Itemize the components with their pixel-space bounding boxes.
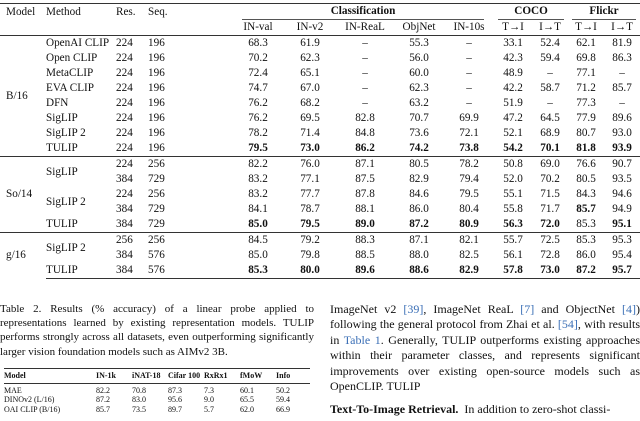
table-row	[0, 217, 640, 233]
value-cell: 73.6	[409, 127, 429, 139]
text: . Generally, TULIP outperforms existing approaches within their parameter classes, and represents significant improvements over existing open-source models such as OpenCLIP. TULIP	[330, 332, 640, 394]
value-cell: 42.2	[503, 82, 523, 94]
value-cell: 82.2	[232, 157, 284, 173]
method-cell: TULIP	[46, 218, 78, 230]
spacer	[184, 81, 232, 96]
value-cell: 56.3	[503, 218, 523, 230]
value-cell: 77.9	[576, 112, 596, 124]
cell: 95.6	[168, 395, 182, 404]
value-cell: 85.7	[612, 82, 632, 94]
table-row	[4, 383, 310, 395]
text: ) following the general protocol from Zhai et al.	[330, 302, 640, 332]
value-cell: 83.2	[248, 173, 268, 185]
column-header: Info	[276, 369, 310, 384]
value-cell: 70.7	[409, 112, 429, 124]
res-cell: 224	[116, 97, 133, 109]
cell: 66.9	[276, 404, 290, 414]
value-cell: 86.0	[409, 203, 429, 215]
table-row	[4, 395, 310, 405]
value-cell: 76.6	[568, 157, 604, 173]
value-cell: 69.8	[576, 52, 596, 64]
seq-cell: 256	[148, 188, 165, 200]
text: and ObjectNet	[534, 302, 622, 316]
value-cell: 72.5	[532, 233, 568, 249]
value-cell: 74.2	[409, 142, 429, 154]
value-cell: 63.2	[409, 97, 429, 109]
table-row	[0, 157, 640, 173]
spacer	[184, 248, 232, 263]
value-cell: 85.3	[568, 233, 604, 249]
res-cell: 224	[116, 82, 133, 94]
text: , with results in	[330, 317, 640, 347]
spacer	[184, 141, 232, 157]
value-cell: 80.4	[459, 203, 479, 215]
cell: 87.2	[96, 395, 110, 404]
res-cell: 224	[116, 112, 133, 124]
body-text	[330, 302, 640, 418]
method-cell: SigLIP	[46, 112, 78, 124]
value-cell: 87.1	[336, 157, 394, 173]
value-cell: 55.3	[409, 37, 429, 49]
value-cell: 87.8	[355, 188, 375, 200]
value-cell: 62.3	[300, 52, 320, 64]
value-cell: 71.4	[300, 127, 320, 139]
value-cell: 33.1	[503, 37, 523, 49]
value-cell: 95.1	[612, 218, 632, 230]
method-cell: TULIP	[46, 142, 78, 154]
value-cell: 77.7	[300, 188, 320, 200]
method-cell: SigLIP	[46, 157, 116, 188]
cell: 50.2	[276, 385, 290, 395]
value-cell: 70.2	[248, 52, 268, 64]
spacer	[184, 187, 232, 202]
value-cell: 61.9	[300, 37, 320, 49]
method-cell: OpenAI CLIP	[46, 37, 110, 49]
header-flickr: Flickr	[572, 4, 636, 20]
value-cell: 80.7	[576, 127, 596, 139]
value-cell: 48.9	[503, 67, 523, 79]
value-cell: 93.9	[612, 142, 632, 154]
value-cell: 77.1	[576, 67, 596, 79]
value-cell: 56.1	[503, 249, 523, 261]
value-cell: 89.0	[355, 218, 375, 230]
res-cell: 384	[116, 218, 133, 230]
value-cell: 84.6	[409, 188, 429, 200]
res-cell: 384	[116, 173, 133, 185]
cell: 85.7	[96, 404, 110, 414]
value-cell: 71.2	[576, 82, 596, 94]
value-cell: 79.4	[459, 173, 479, 185]
value-cell: 88.0	[409, 249, 429, 261]
table-row	[4, 405, 310, 415]
cell: 9.0	[204, 395, 214, 404]
text: , ImageNet ReaL	[423, 302, 521, 316]
spacer	[184, 126, 232, 141]
method-cell: MetaCLIP	[46, 67, 94, 79]
value-cell: 78.2	[444, 157, 494, 173]
cell: DINOv2 (L/16)	[4, 395, 55, 404]
value-cell: 56.0	[409, 52, 429, 64]
value-cell: 89.6	[336, 263, 394, 279]
header-coco: COCO	[498, 4, 564, 20]
value-cell: –	[466, 37, 472, 49]
res-cell: 224	[116, 188, 133, 200]
res-cell: 224	[116, 37, 133, 49]
seq-cell: 196	[148, 52, 165, 64]
cell: 83.0	[132, 395, 146, 404]
value-cell: 94.6	[612, 188, 632, 200]
cell: 89.7	[168, 404, 182, 414]
value-cell: 82.8	[355, 112, 375, 124]
value-cell: 69.9	[459, 112, 479, 124]
value-cell: 88.1	[355, 203, 375, 215]
value-cell: 72.0	[540, 218, 560, 230]
seq-cell: 196	[148, 127, 165, 139]
value-cell: 83.2	[248, 188, 268, 200]
table-row	[0, 66, 640, 81]
seq-cell: 196	[148, 82, 165, 94]
value-cell: –	[466, 52, 472, 64]
value-cell: 74.7	[248, 82, 268, 94]
cell: 59.4	[276, 395, 290, 404]
res-cell: 384	[116, 203, 133, 215]
res-cell: 256	[116, 233, 148, 249]
method-cell: DFN	[46, 97, 69, 109]
value-cell: 84.5	[232, 233, 284, 249]
value-cell: 47.2	[503, 112, 523, 124]
value-cell: 80.5	[576, 173, 596, 185]
value-cell: 88.3	[336, 233, 394, 249]
header-method: Method	[46, 4, 116, 21]
value-cell: 59.4	[540, 52, 560, 64]
column-header: ObjNet	[394, 20, 444, 36]
cell: MAE	[4, 385, 22, 395]
spacer	[184, 233, 232, 249]
res-cell: 224	[116, 127, 133, 139]
value-cell: 57.8	[494, 263, 532, 279]
spacer	[184, 66, 232, 81]
value-cell: 82.9	[444, 263, 494, 279]
column-header: Cifar 100	[168, 369, 204, 384]
table-link[interactable]: Table 1	[343, 332, 381, 347]
method-cell: Open CLIP	[46, 52, 98, 64]
value-cell: 73.0	[532, 263, 568, 279]
table-2-caption: Table 2. Results (% accuracy) of a linear probe applied to representations learned by existing representation models. TULIP performs strongly across all datasets, even outperforming significantly larger vision foundation models such as AIMv2 3B.	[0, 303, 314, 358]
value-cell: 70.2	[540, 173, 560, 185]
seq-cell: 256	[148, 157, 184, 173]
value-cell: 88.5	[355, 249, 375, 261]
seq-cell: 729	[148, 173, 165, 185]
spacer	[184, 157, 232, 173]
table-row	[0, 51, 640, 66]
column-header: RxRx1	[204, 369, 240, 384]
header-classification: Classification	[242, 4, 484, 20]
value-cell: 86.2	[355, 142, 375, 154]
section-heading: Text-To-Image Retrieval.	[330, 402, 459, 417]
method-cell: SigLIP 2	[46, 195, 86, 208]
value-cell: 71.5	[540, 188, 560, 200]
value-cell: 55.8	[503, 203, 523, 215]
value-cell: 85.7	[576, 203, 596, 215]
cell: 87.3	[168, 385, 182, 395]
seq-cell: 729	[148, 218, 165, 230]
value-cell: 79.8	[300, 249, 320, 261]
value-cell: 95.3	[604, 233, 640, 249]
spacer	[184, 217, 232, 233]
model-cell: So/14	[0, 157, 46, 233]
value-cell: –	[466, 82, 472, 94]
value-cell: 71.7	[540, 203, 560, 215]
value-cell: 87.2	[568, 263, 604, 279]
value-cell: 67.0	[300, 82, 320, 94]
spacer	[184, 172, 232, 187]
text: In addition to zero-shot classi-	[464, 402, 611, 417]
method-cell: TULIP	[46, 263, 116, 279]
value-cell: 86.3	[612, 52, 632, 64]
value-cell: 64.5	[540, 112, 560, 124]
results-table-2	[4, 368, 310, 414]
value-cell: 77.3	[576, 97, 596, 109]
value-cell: 51.9	[503, 97, 523, 109]
table-row	[0, 141, 640, 157]
spacer	[184, 51, 232, 66]
value-cell: 90.7	[604, 157, 640, 173]
value-cell: 78.7	[300, 203, 320, 215]
column-header: iNAT-18	[132, 369, 168, 384]
column-header: I→T	[604, 20, 640, 36]
cell: 73.5	[132, 404, 146, 414]
citation-link[interactable]: [39]	[403, 302, 424, 316]
value-cell: 81.8	[576, 142, 596, 154]
res-cell: 224	[116, 52, 133, 64]
value-cell: 76.2	[248, 97, 268, 109]
column-header: fMoW	[240, 369, 276, 384]
table-row	[0, 36, 640, 52]
value-cell: –	[466, 67, 472, 79]
table-2-header	[4, 369, 310, 384]
column-header: T→I	[568, 20, 604, 36]
value-cell: 76.2	[248, 112, 268, 124]
header-res: Res.	[116, 4, 148, 21]
value-cell: 87.5	[355, 173, 375, 185]
value-cell: 73.8	[459, 142, 479, 154]
value-cell: 62.1	[576, 37, 596, 49]
value-cell: 68.3	[248, 37, 268, 49]
results-table-1	[0, 3, 640, 279]
value-cell: 88.6	[394, 263, 444, 279]
table-row	[0, 81, 640, 96]
value-cell: 76.0	[284, 157, 336, 173]
value-cell: 65.1	[300, 67, 320, 79]
value-cell: –	[362, 82, 368, 94]
citation-link[interactable]: [4]	[622, 302, 636, 316]
cell: 82.2	[96, 385, 110, 395]
column-header: IN-val	[232, 20, 284, 36]
value-cell: –	[362, 37, 368, 49]
value-cell: 60.0	[409, 67, 429, 79]
value-cell: 55.7	[494, 233, 532, 249]
seq-cell: 196	[148, 112, 165, 124]
value-cell: –	[362, 67, 368, 79]
table-row	[0, 126, 640, 141]
seq-cell: 196	[148, 37, 165, 49]
spacer	[184, 111, 232, 126]
spacer	[184, 263, 232, 279]
spacer	[184, 202, 232, 217]
value-cell: 86.0	[576, 249, 596, 261]
model-cell: B/16	[6, 89, 28, 102]
value-cell: 94.9	[612, 203, 632, 215]
spacer	[184, 36, 232, 52]
value-cell: 72.8	[540, 249, 560, 261]
spacer	[184, 4, 232, 21]
value-cell: 95.7	[604, 263, 640, 279]
cell: 7.3	[204, 385, 214, 395]
column-header: IN-v2	[284, 20, 336, 36]
method-cell: SigLIP 2	[46, 127, 86, 139]
res-cell: 384	[116, 263, 148, 279]
column-header: T→I	[494, 20, 532, 36]
value-cell: –	[547, 67, 553, 79]
value-cell: 82.1	[444, 233, 494, 249]
table-row	[0, 187, 640, 202]
value-cell: 85.0	[248, 249, 268, 261]
value-cell: 84.3	[576, 188, 596, 200]
res-cell: 384	[116, 249, 133, 261]
value-cell: 84.8	[355, 127, 375, 139]
value-cell: 87.2	[409, 218, 429, 230]
value-cell: 69.0	[532, 157, 568, 173]
value-cell: 95.4	[612, 249, 632, 261]
seq-cell: 576	[148, 249, 165, 261]
table-row	[0, 96, 640, 111]
value-cell: –	[362, 52, 368, 64]
value-cell: 82.5	[459, 249, 479, 261]
value-cell: 68.9	[540, 127, 560, 139]
value-cell: 79.2	[284, 233, 336, 249]
table-row	[0, 111, 640, 126]
value-cell: 80.9	[459, 218, 479, 230]
value-cell: 52.0	[503, 173, 523, 185]
column-header: IN-1k	[96, 369, 132, 384]
cell: 62.0	[240, 404, 254, 414]
value-cell: 85.3	[232, 263, 284, 279]
value-cell: 73.0	[300, 142, 320, 154]
res-cell: 224	[116, 67, 133, 79]
value-cell: 50.8	[494, 157, 532, 173]
value-cell: –	[466, 97, 472, 109]
value-cell: 82.9	[409, 173, 429, 185]
value-cell: 72.4	[248, 67, 268, 79]
citation-link[interactable]: [7]	[520, 302, 535, 316]
value-cell: 93.5	[612, 173, 632, 185]
seq-cell: 196	[148, 142, 165, 154]
value-cell: 69.5	[300, 112, 320, 124]
value-cell: 78.2	[248, 127, 268, 139]
table-row	[0, 263, 640, 279]
citation-link[interactable]: [54]	[557, 317, 578, 332]
value-cell: –	[619, 67, 625, 79]
seq-cell: 196	[148, 97, 165, 109]
seq-cell: 729	[148, 203, 165, 215]
value-cell: 87.1	[394, 233, 444, 249]
column-header: I→T	[532, 20, 568, 36]
res-cell: 224	[116, 142, 133, 154]
seq-cell: 196	[148, 67, 165, 79]
value-cell: 84.1	[248, 203, 268, 215]
value-cell: 93.0	[612, 127, 632, 139]
column-header: IN-ReaL	[336, 20, 394, 36]
cell: OAI CLIP (B/16)	[4, 404, 61, 414]
model-cell: g/16	[0, 233, 46, 279]
value-cell: 54.2	[503, 142, 523, 154]
value-cell: 81.9	[612, 37, 632, 49]
value-cell: –	[619, 97, 625, 109]
table-row	[0, 233, 640, 249]
res-cell: 224	[116, 157, 148, 173]
value-cell: 80.0	[284, 263, 336, 279]
value-cell: 85.3	[576, 218, 596, 230]
value-cell: 55.1	[503, 188, 523, 200]
value-cell: 52.1	[503, 127, 523, 139]
method-cell: SigLIP 2	[46, 233, 116, 264]
method-cell: EVA CLIP	[46, 82, 94, 94]
value-cell: 79.5	[459, 188, 479, 200]
value-cell: 85.0	[248, 218, 268, 230]
value-cell: 79.5	[300, 218, 320, 230]
value-cell: 70.1	[540, 142, 560, 154]
spacer	[184, 96, 232, 111]
value-cell: 89.6	[612, 112, 632, 124]
value-cell: 80.5	[394, 157, 444, 173]
value-cell: 58.7	[540, 82, 560, 94]
cell: 70.8	[132, 385, 146, 395]
value-cell: 42.3	[503, 52, 523, 64]
header-model: Model	[0, 4, 46, 21]
value-cell: 79.5	[248, 142, 268, 154]
column-header: Model	[4, 369, 96, 384]
value-cell: 62.3	[409, 82, 429, 94]
header-seq: Seq.	[148, 4, 184, 21]
value-cell: 68.2	[300, 97, 320, 109]
text: ImageNet v2	[330, 302, 404, 316]
cell: 65.5	[240, 395, 254, 404]
column-header: IN-10s	[444, 20, 494, 36]
value-cell: 52.4	[540, 37, 560, 49]
seq-cell: 256	[148, 233, 184, 249]
cell: 60.1	[240, 385, 254, 395]
value-cell: –	[362, 97, 368, 109]
seq-cell: 576	[148, 263, 184, 279]
value-cell: 72.1	[459, 127, 479, 139]
value-cell: –	[547, 97, 553, 109]
value-cell: 77.1	[300, 173, 320, 185]
cell: 5.7	[204, 404, 214, 414]
